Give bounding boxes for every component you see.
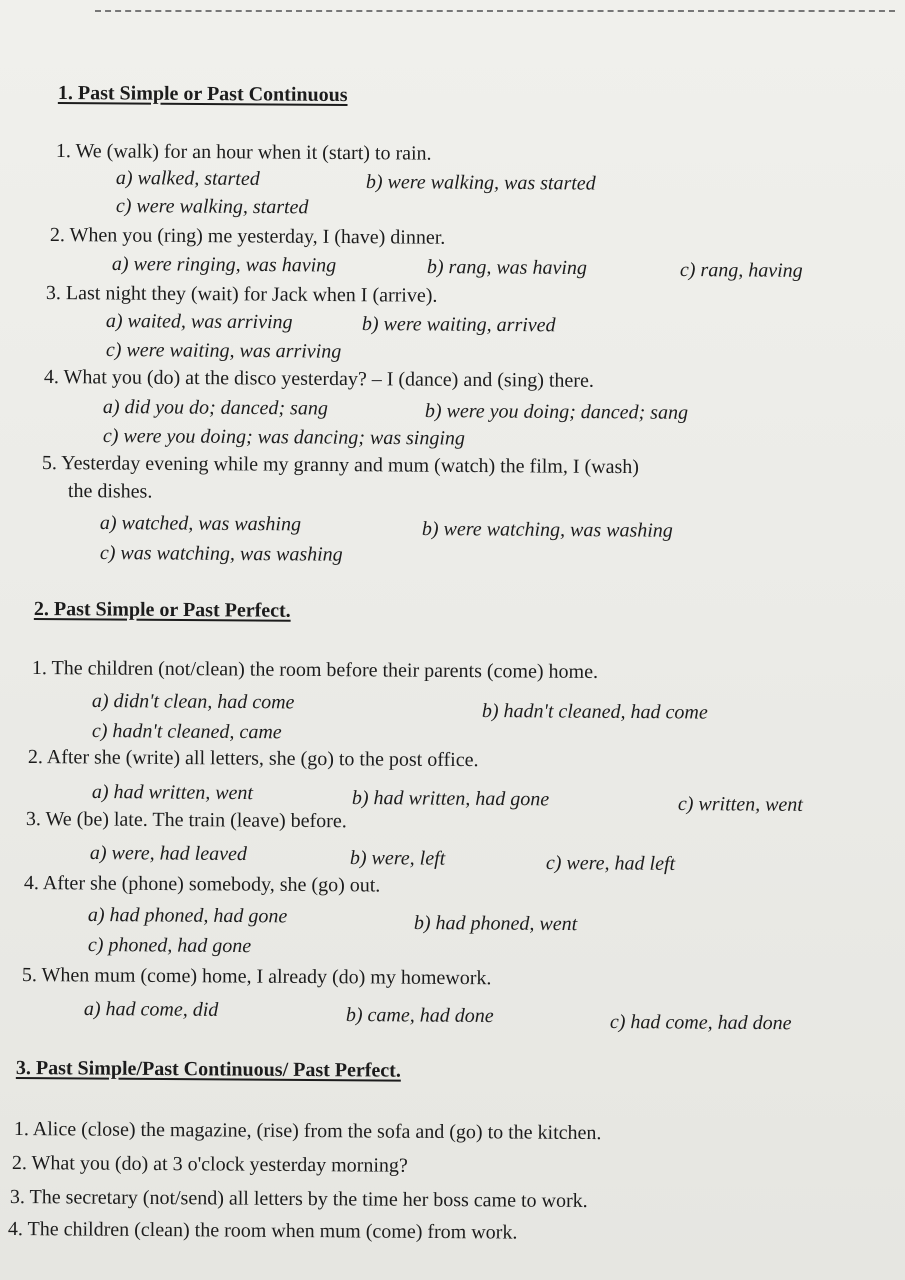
s1-q2-option-b: b) rang, was having [426,256,587,280]
s2-q2-option-b: b) had written, had gone [351,787,550,811]
s1-q3-option-a: a) waited, was arriving [105,310,293,334]
s2-q3-option-b: b) were, left [349,847,446,870]
s3-item-3: 3. The secretary (not/send) all letters by the time her boss came to work. [9,1186,588,1213]
s2-q5-option-b: b) came, had done [345,1004,494,1028]
s3-item-2: 2. What you (do) at 3 o'clock yesterday morning? [11,1152,408,1177]
s2-q1-option-c: c) hadn't cleaned, came [91,720,282,744]
s1-q1-option-b: b) were walking, was started [365,171,596,195]
s2-q4-option-c: c) phoned, had gone [87,934,252,958]
s1-question-5: 5. Yesterday evening while my granny and mum (watch) the film, I (wash) [41,452,640,479]
s2-q1-option-a: a) didn't clean, had come [91,690,295,714]
s1-q5-option-b: b) were watching, was washing [421,518,673,542]
s3-item-4: 4. The children (clean) the room when mum (come) from work. [7,1218,518,1244]
s2-q3-option-a: a) were, had leaved [89,842,247,866]
section-3-heading: 3. Past Simple/Past Continuous/ Past Perfect. [15,1057,401,1082]
s2-q2-option-c: c) written, went [677,793,803,816]
s1-q2-option-c: c) rang, having [679,259,803,282]
s1-q1-option-c: c) were walking, started [115,195,309,219]
s1-question-2: 2. When you (ring) me yesterday, I (have) dinner. [49,224,446,249]
s1-q2-option-a: a) were ringing, was having [111,253,337,277]
s1-q4-option-a: a) did you do; danced; sang [102,396,328,420]
s1-q4-option-c: c) were you doing; was dancing; was singing [102,425,466,450]
s2-q2-option-a: a) had written, went [91,781,254,805]
s2-q4-option-a: a) had phoned, had gone [87,904,288,928]
s2-q1-option-b: b) hadn't cleaned, had come [481,700,708,724]
s2-question-2: 2. After she (write) all letters, she (go) to the post office. [27,746,479,772]
s2-question-1: 1. The children (not/clean) the room before their parents (come) home. [31,657,599,683]
s1-q1-option-a: a) walked, started [115,167,260,191]
s2-q4-option-b: b) had phoned, went [413,912,578,936]
s1-q5-option-c: c) was watching, was washing [99,542,343,566]
s1-question-3: 3. Last night they (wait) for Jack when I (arrive). [45,282,438,307]
section-1-heading: 1. Past Simple or Past Continuous [57,82,348,107]
s2-question-5: 5. When mum (come) home, I already (do) my homework. [21,964,492,990]
s2-q5-option-c: c) had come, had done [609,1011,792,1035]
s2-question-4: 4. After she (phone) somebody, she (go) out. [23,872,381,897]
s1-question-1: 1. We (walk) for an hour when it (start) to rain. [55,140,432,165]
s2-q3-option-c: c) were, had left [545,852,676,875]
s1-question-4: 4. What you (do) at the disco yesterday? – I (dance) and (sing) there. [43,366,594,392]
s2-q5-option-a: a) had come, did [83,998,219,1021]
s1-q3-option-c: c) were waiting, was arriving [105,339,342,363]
s1-question-5-cont: the dishes. [67,480,153,503]
s2-question-3: 3. We (be) late. The train (leave) before. [25,808,347,833]
s1-q3-option-b: b) were waiting, arrived [361,313,556,337]
s3-item-1: 1. Alice (close) the magazine, (rise) from the sofa and (go) to the kitchen. [13,1118,602,1145]
s1-q5-option-a: a) watched, was washing [99,512,302,536]
dashed-cut-line [95,10,895,12]
s1-q4-option-b: b) were you doing; danced; sang [424,400,689,424]
section-2-heading: 2. Past Simple or Past Perfect. [33,598,291,622]
